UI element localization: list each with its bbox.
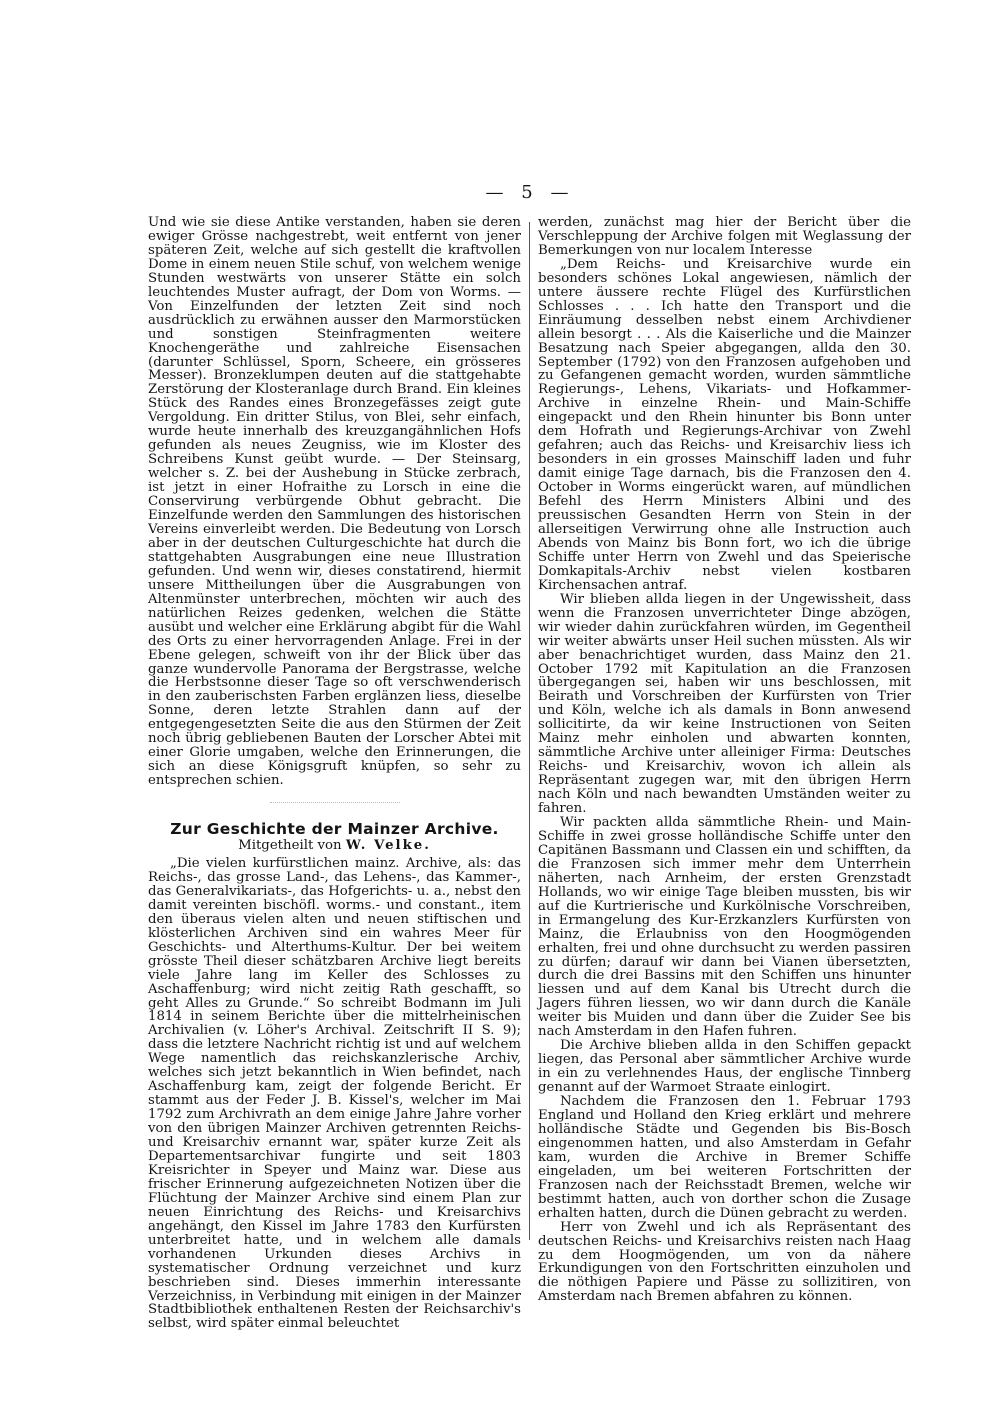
body-paragraph: Und wie sie diese Antike verstanden, haben sie deren ewiger Grösse nachgestrebt, weit entfernt von jener späteren Zeit, welche auf sich gestellt die kraftvollen Dome in einem neuen Stile schuf, von welchem wenige Stunden westwärts von unserer Stätte ein solch leuchtendes Muster aufragt, der Dom von Worms. — Von Einzelfunden der letzten Zeit sind noch ausdrücklich zu erwähnen ausser den Marmorstücken und sonstigen Steinfragmenten weitere Knochengeräthe und zahlreiche Eisensachen (darunter Schlüssel, Sporn, Scheere, ein grösseres Messer). Bronzeklumpen deuten auf die stattgehabte Zerstörung der Klosteranlage durch Brand. Ein kleines Stück des Randes eines Bronzegefässes zeigt gute Vergoldung. Ein dritter Stilus, von Blei, sehr einfach, wurde heute innerhalb des kreuzgangähnlichen Hofs gefunden als neues Zeugniss, wie im Kloster des Schreibens Kunst geübt wurde. — Der Steinsarg, welcher s. Z. bei der Aushebung in Stücke zerbrach, ist jetzt in einer Hofraithe zu Lorsch in eine die Conservirung verbürgende Obhut gebracht. Die Einzelfunde werden den Sammlungen des historischen Vereins einverleibt werden. Die Bedeutung von Lorsch aber in der deutschen Culturgeschichte hat durch die stattgehabten Ausgrabungen eine neue Illustration gefunden. Und wenn wir, dieses constatirend, hiermit unsere Mittheilungen über die Ausgrabungen von Altenmünster unterbrechen, möchten wir auch des natürlichen Reizes gedenken, welchen die Stätte ausübt und welcher eine Erklärung abgibt für die Wahl des Orts zu einer hervorragenden Anlage. Frei in der Ebene gelegen, schweift von ihr der Blick über das ganze wundervolle Panorama der Bergstrasse, welche die Herbstsonne dieser Tage so oft verschwenderisch in den zauberischsten Farben erglänzen liess, dieselbe Sonne, deren letzte Strahlen dann auf der entgegengesetzten Seite die aus den Stürmen der Zeit noch übrig gebliebenen Bauten der Lorscher Abtei mit einer Glorie umgaben, welche den Erinnerungen, die sich an diese Königsgruft knüpfen, so sehr zu entsprechen schien.	[148, 215, 521, 789]
body-paragraph: „Die vielen kurfürstlichen mainz. Archive, als: das Reichs-, das grosse Land-, das Lehens-, das Kammer-, das Generalvikariats-, das Hofgerichts- u. a., nebst den damit vereinten bischöfl. worms.- und constant., item den überaus vielen alten und neuen stiftischen und klösterlichen Archiven sind ein wahres Meer für Geschichts- und Alterthums-Kultur. Der bei weitem grösste Theil dieser schätzbaren Archive liegt bereits viele Jahre lang im Keller des Schlosses zu Aschaffenburg; wird nicht zeitig Rath geschafft, so geht Alles zu Grunde.“ So schreibt Bodmann im Juli 1814 in seinem Berichte über die mittelrheinischen Archivalien (v. Löher's Archival. Zeitschrift II S. 9); dass die letztere Nachricht richtig ist und auf welchem Wege namentlich das reichskanzlerische Archiv, welches sich jetzt bekanntlich in Wien befindet, nach Aschaffenburg kam, zeigt der folgende Bericht. Er stammt aus der Feder J. B. Kissel's, welcher im Mai 1792 zum Archivrath an dem einige Jahre Jahre vorher von den übrigen Mainzer Archiven getrennten Reichs- und Kreisarchiv ernannt war, später kurze Zeit als Departementsarchivar fungirte und seit 1803 Kreisrichter in Speyer und Mainz war. Diese aus frischer Erinnerung aufgezeichneten Notizen über die Flüchtung der Mainzer Archive sind einem Plan zur neuen Einrichtung des Reichs- und Kreisarchivs angehängt, den Kissel im Jahre 1783 den Kurfürsten unterbreitet hatte, und in welchem alle damals vorhandenen Urkunden dieses Archivs in systematischer Ordnung verzeichnet und kurz beschrieben sind. Dieses immerhin interessante Verzeichniss, in Verbindung mit einigen in der Mainzer Stadtbibliothek enthaltenen Resten der Reichsarchiv's selbst, wird später einmal beleuchtet	[148, 855, 521, 1332]
right-column	[538, 216, 911, 1304]
section-byline	[148, 839, 521, 853]
body-paragraph: „Dem Reichs- und Kreisarchive wurde ein besonders schönes Lokal angewiesen, nämlich der untere äussere rechte Flügel des Kurfürstlichen Schlosses . . . Ich hatte den Transport und die Einräumung desselben nebst einem Archivdiener allein besorgt . . . Als die Kaiserliche und die Mainzer Besatzung nach Speier abgegangen, allda den 30. September (1792) von den Franzosen aufgehoben und zu Gefangenen gemacht worden, wurden sämmtliche Regierungs-, Lehens, Vikariats- und Hofkammer-Archive in einzelne Rhein- und Main-Schiffe eingepackt und den Rhein hinunter bis Bonn unter dem Hofrath und Regierungs-Archivar von Zwehl gefahren; auch das Reichs- und Kreisarchiv liess ich besonders in ein grosses Mainschiff laden und fuhr damit einige Tage darnach, bis die Franzosen den 4. October in Worms eingerückt waren, auf mündlichen Befehl des Herrn Ministers Albini und des preussischen Gesandten Herrn von Stein in der allerseitigen Verwirrung ohne alle Instruction auch Abends von Mainz bis Bonn fort, wo ich die übrige Schiffe unter Herrn von Zwehl und das Speierische Domkapitals-Archiv nebst vielen kostbaren Kirchensachen antraf.	[538, 256, 911, 593]
section-divider	[270, 802, 400, 803]
body-paragraph: Wir packten allda sämmtliche Rhein- und Main-Schiffe in zwei grosse holländische Schiffe unter den Capitänen Bassmann und Classen ein und schifften, da die Franzosen sich immer mehr dem Unterrhein näherten, nach Arnheim, der ersten Grenzstadt Hollands, wo wir einige Tage bleiben mussten, bis wir auf die Kurtrierische und Kurkölnische Vorschreiben, in Ermangelung des Kur-Erzkanzlers Kurfürsten von Mainz, die Erlaubniss von den Hoogmögenden erhalten, frei und ohne durchsucht zu werden passiren zu dürfen; darauf wir dann bei Vianen übersetzten, durch die drei Bassins mit den Schiffen uns hinunter liessen und auf dem Kanal bis Utrecht durch die Jagers führen liessen, wo wir dann durch die Kanäle weiter bis Muiden und dann über die Zuider See bis nach Amsterdam in den Hafen fuhren.	[538, 814, 911, 1040]
column-rule	[529, 222, 530, 1240]
body-paragraph: Herr von Zwehl und ich als Repräsentant des deutschen Reichs- und Kreisarchivs reisten nach Haag zu dem Hoogmögenden, um von da nähere Erkundigungen von den Fortschritten einzuholen und die nöthigen Papiere und Pässe zu sollizitiren, von Amsterdam nach Bremen abfahren zu können.	[538, 1219, 911, 1305]
body-paragraph: Die Archive blieben allda in den Schiffen gepackt liegen, das Personal aber sämmtlicher Archive wurde in ein zu verlehnendes Haus, der englische Tinnberg genannt auf der Warmoet Straate einlogirt.	[538, 1038, 911, 1096]
body-paragraph: Wir blieben allda liegen in der Ungewissheit, dass wenn die Franzosen unverrichteter Dinge abzögen, wir wieder dahin zurückfahren würden, im Gegentheil wir weiter abwärts unser Heil suchen müssten. Als wir aber benachrichtiget wurden, dass Mainz den 21. October 1792 mit Kapitulation an die Franzosen übergegangen sei, haben wir uns beschlossen, mit Beirath und Vorschreiben der Kurfürsten von Trier und Köln, welche ich als damals in Bonn anwesend sollicitirte, da wir keine Instructionen von Seiten Mainz mehr einholen und abwarten konnten, sämmtliche Archive unter alleiniger Firma: Deutsches Reichs- und Kreisarchiv, wovon ich allein als Repräsentant zugegen war, mit den übrigen Herrn nach Köln und nach bewandten Umständen weiter zu fahren.	[538, 591, 911, 817]
body-paragraph: Nachdem die Franzosen den 1. Februar 1793 England und Holland den Krieg erklärt und mehrere holländische Städte und Gegenden bis Bis-Bosch eingenommen hatten, und also Amsterdam in Gefahr kam, wurden die Archive in Bremer Schiffe eingeladen, um bei weiteren Fortschritten der Franzosen nach der Reichsstadt Bremen, welche wir bestimmt hatten, auch von dorther schon die Zusage erhalten hatten, durch die Dünen gebracht zu werden.	[538, 1094, 911, 1221]
section-title: Zur Geschichte der Mainzer Archive.	[170, 820, 499, 839]
author-name: W. Velke.	[345, 838, 431, 854]
byline-prefix: Mitgetheilt von	[238, 838, 342, 854]
left-column	[148, 216, 521, 1331]
body-paragraph: werden, zunächst mag hier der Bericht über die Verschleppung der Archive folgen mit Weglassung der Bemerkungen von nur localem Interesse	[538, 215, 911, 258]
page-number: — 5 —	[485, 182, 575, 203]
